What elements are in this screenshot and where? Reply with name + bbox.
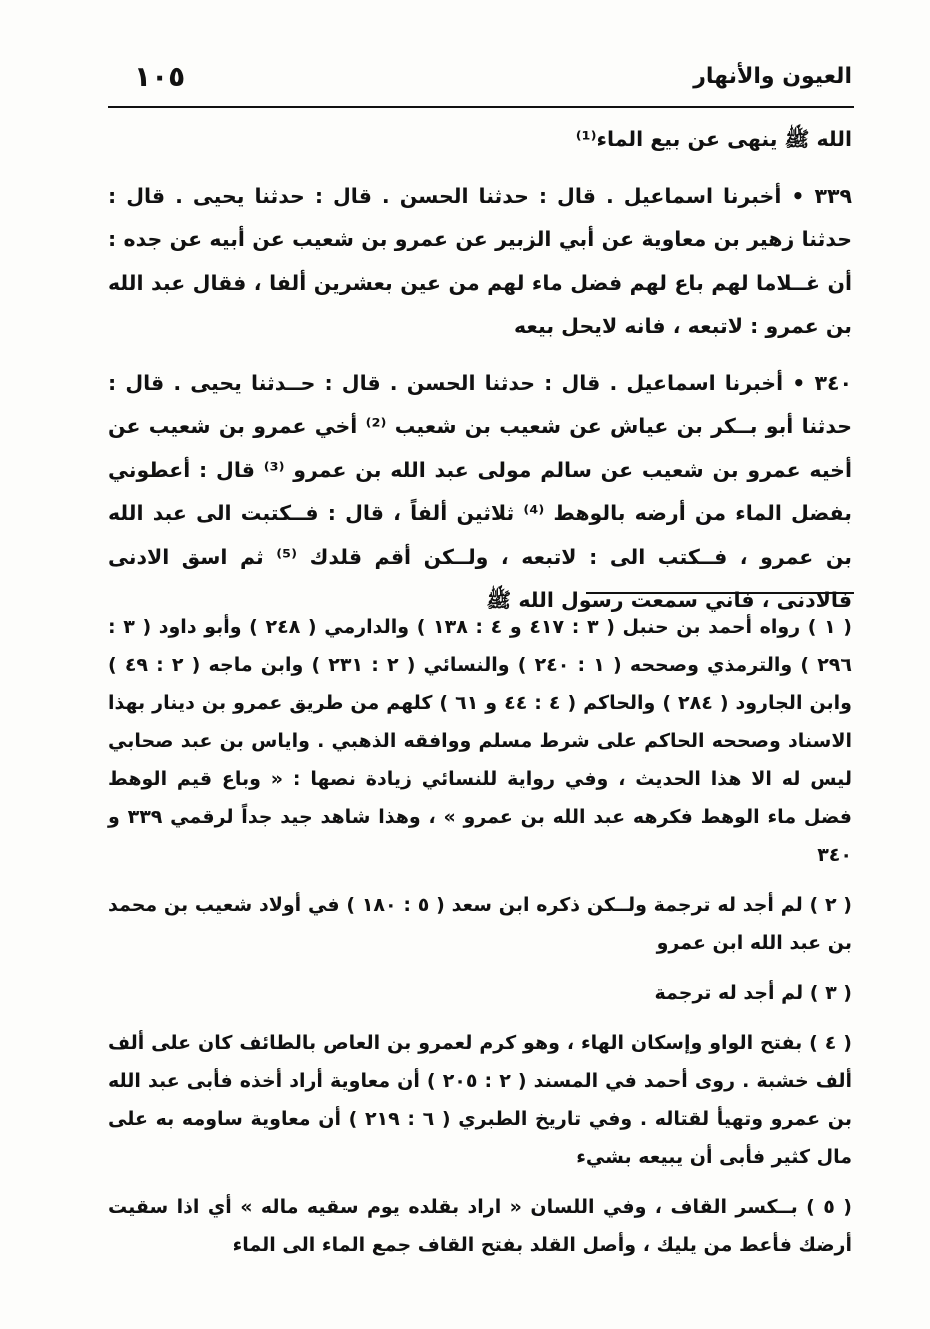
footnote: ( ٣ ) لم أجد له ترجمة [654,982,852,1004]
page-header [110,58,852,106]
footnote: ( ٥ ) بــكسر القاف ، وفي اللسان « اراد بقلده يوم سقيه ماله » أي اذا سقيت أرضك فأعط من يليك ، وأصل القلد بفتح القاف جمع الماء الى الماء [108,1196,852,1256]
paragraph: ٣٣٩ • أخبرنا اسماعيل . قال : حدثنا الحسن . قال : حدثنا يحيى . قال : حدثنا زهير بن معاوية عن أبي الزبير عن عمرو بن شعيب عن أبيه عن جده : أن غــلاما لهم باع لهم فضل ماء لهم من عين بعشرين ألفا ، فقال عبد الله بن عمرو : لاتبعه ، فانه لايحل بيعه [108,183,852,338]
footnote: ( ٤ ) بفتح الواو وإسكان الهاء ، وهو كرم لعمرو بن العاص بالطائف كان على ألف ألف خشبة . روى أحمد في المسند ( ٢ : ٢٠٥ ) أن معاوية أراد أخذه فأبى عبد الله بن عمرو وتهيأ لقتاله . وفي تاريخ الطبري ( ٦ : ٢١٩ ) أن معاوية ساومه به على مال كثير فأبى أن يبيعه بشيء [108,1032,853,1168]
paragraph: الله ﷺ ينهى عن بيع الماء⁽¹⁾ [575,127,852,151]
footnote: ( ٢ ) لم أجد له ترجمة ولــكن ذكره ابن سعد ( ٥ : ١٨٠ ) في أولاد شعيب بن محمد بن عبد الله ابن عمرو [108,894,852,954]
running-title: العيون والأنهار [693,64,852,89]
paragraph: ٣٤٠ • أخبرنا اسماعيل . قال : حدثنا الحسن . قال : حــدثنا يحيى . قال : حدثنا أبو بــكر بن عياش عن شعيب بن شعيب ⁽²⁾ أخي عمرو بن شعيب عن أخيه عمرو بن شعيب عن سالم مولى عبد الله بن عمرو ⁽³⁾ قال : أعطوني بفضل الماء من أرضه بالوهط ⁽⁴⁾ ثلاثين ألفاً ، قال : فــكتبت الى عبد الله بن عمرو ، فــكتب الى : لاتبعه ، ولــكن أقم قلدك ⁽⁵⁾ ثم اسق الادنى فالادنى ، فاني سمعت رسول الله ﷺ [108,370,853,612]
header-rule [108,106,854,108]
footnotes [108,608,852,1264]
page-number: ١٠٥ [134,60,186,93]
main-text [108,118,852,623]
footnote-separator [586,592,854,594]
footnote: ( ١ ) رواه أحمد بن حنبل ( ٣ : ٤١٧ و ٤ : ١٣٨ ) والدارمي ( ٢٤٨ ) وأبو داود ( ٣ : ٢٩٦ ) والترمذي وصححه ( ١ : ٢٤٠ ) والنسائي ( ٢ : ٢٣١ ) وابن ماجه ( ٢ : ٤٩ ) وابن الجارود ( ٢٨٤ ) والحاكم ( ٤ : ٤٤ و ٦١ ) كلهم من طريق عمرو بن دينار بهذا الاسناد وصححه الحاكم على شرط مسلم ووافقه الذهبي . واياس بن عبد صحابي ليس له الا هذا الحديث ، وفي رواية للنسائي زيادة نصها : « وباع قيم الوهط فضل ماء الوهط فكرهه عبد الله بن عمرو » ، وهذا شاهد جيد جداً لرقمي ٣٣٩ و ٣٤٠ [108,616,852,866]
